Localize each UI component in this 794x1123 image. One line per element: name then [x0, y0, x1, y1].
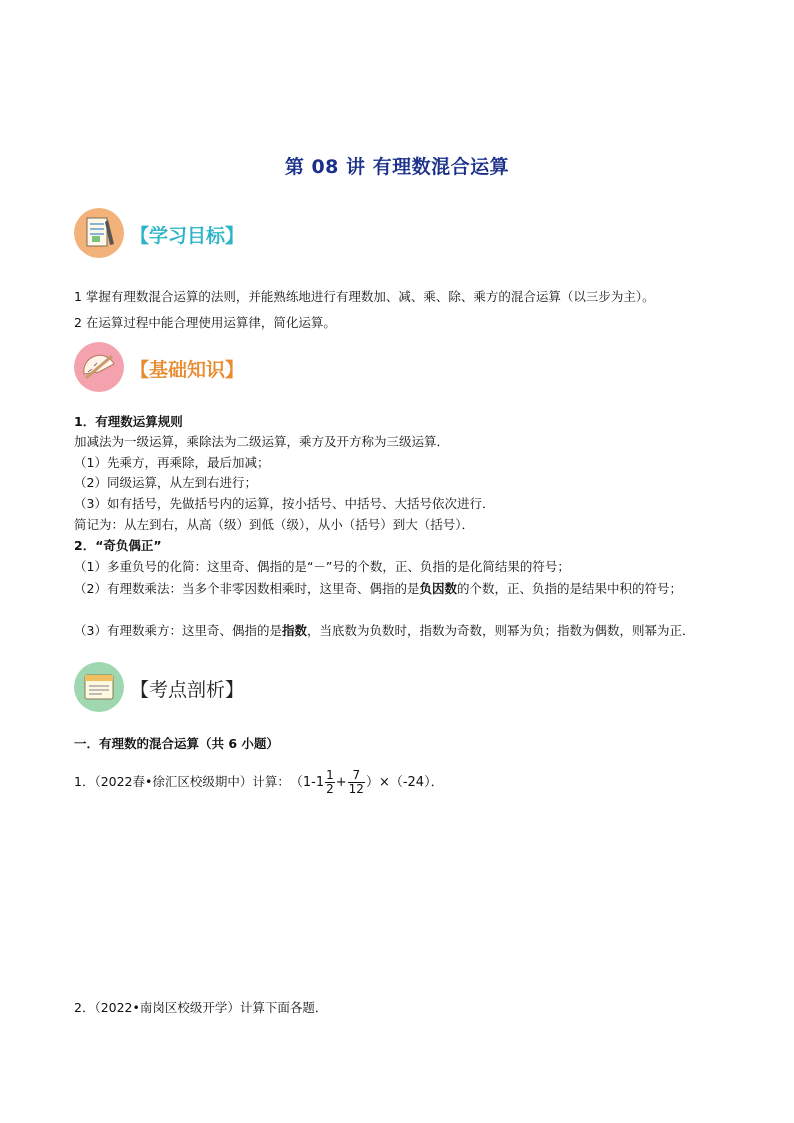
fraction-2: $\frac{7}{12}$: [348, 767, 364, 796]
section-goals-title: 【学习目标】: [130, 225, 245, 247]
basics-rule-1: （1）先乘方，再乘除，最后加减；: [74, 455, 270, 470]
basics-rule-3: （3）如有括号，先做括号内的运算，按小括号、中括号、大括号依次进行．: [74, 496, 495, 511]
basics-heading-1: 1．有理数运算规则: [74, 414, 183, 429]
basics-rule-2: （2）同级运算，从左到右进行；: [74, 475, 257, 490]
fraction-1: $\frac{1}{2}$: [326, 767, 334, 796]
section-basics-title: 【基础知识】: [130, 359, 245, 381]
section-analysis-title: 【考点剖析】: [130, 679, 245, 701]
basics-sign-rule-1: （1）多重负号的化简：这里奇、偶指的是“－”号的个数，正、负指的是化简结果的符号；: [74, 559, 570, 574]
question-1: [74, 768, 444, 797]
document-icon: [74, 662, 124, 712]
question-2: 2．（2022•南岗区校级开学）计算下面各题．: [74, 1000, 328, 1015]
basics-sign-rule-2: （2）有理数乘法：当多个非零因数相乘时，这里奇、偶指的是负因数的个数，正、负指的是结果中积的符号；: [74, 581, 682, 596]
basics-paragraph-1: 加减法为一级运算，乘除法为二级运算，乘方及开方称为三级运算．: [74, 434, 450, 449]
notebook-icon: [74, 208, 124, 258]
question-1-expression: （1-1 $\frac{1}{2}$ + $\frac{7}{12}$ ）×（-24）．: [289, 767, 444, 796]
question-1-label: 1．（2022春•徐汇区校级期中）计算：: [74, 774, 290, 789]
goal-item-1: 1 掌握有理数混合运算的法则，并能熟练地进行有理数加、减、乘、除、乘方的混合运算（以三步为主）。: [74, 289, 655, 304]
page-title: 第 08 讲 有理数混合运算: [284, 156, 510, 178]
protractor-icon: [74, 342, 124, 392]
topic-heading: 一．有理数的混合运算（共 6 小题）: [74, 736, 279, 751]
basics-heading-2: 2．“奇负偶正”: [74, 538, 162, 553]
basics-sign-rule-3: （3）有理数乘方：这里奇、偶指的是指数，当底数为负数时，指数为奇数，则幂为负；指数为偶数，则幂为正．: [74, 623, 695, 638]
basics-summary: 简记为：从左到右，从高（级）到低（级），从小（括号）到大（括号）．: [74, 517, 475, 532]
goal-item-2: 2 在运算过程中能合理使用运算律，简化运算。: [74, 315, 336, 330]
